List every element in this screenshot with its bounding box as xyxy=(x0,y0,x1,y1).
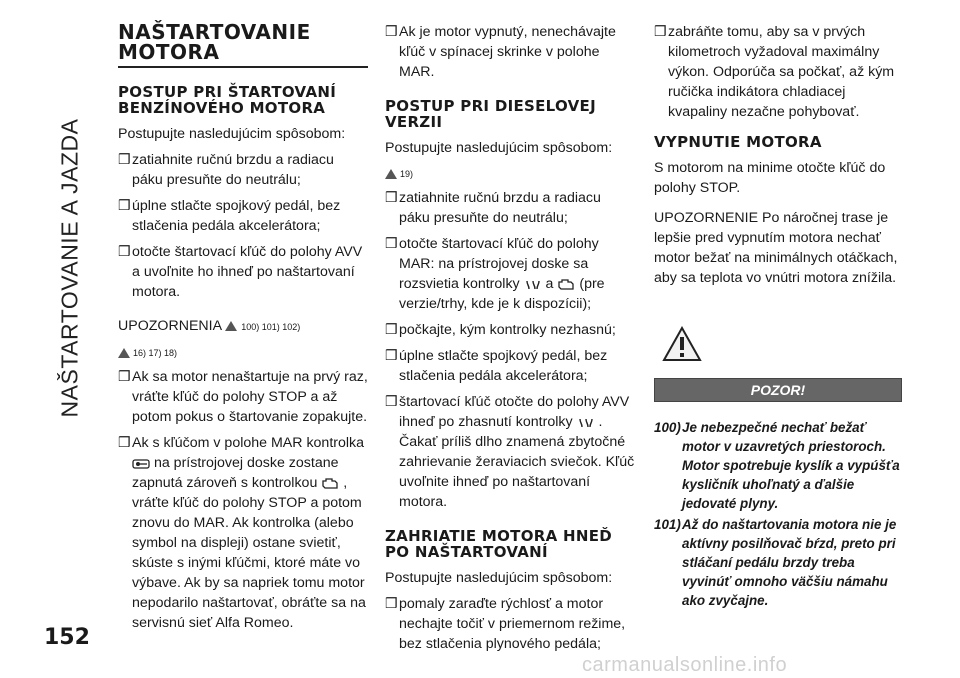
intro-text: Postupujte nasledujúcim spôsobom: xyxy=(385,570,613,586)
warning-triangle-icon xyxy=(225,321,237,331)
paragraph: S motorom na minime otočte kľúč do polohy STOP. xyxy=(654,160,886,196)
section-heading-petrol: POSTUP PRI ŠTARTOVANÍ BENZÍNOVÉHO MOTORA xyxy=(118,83,337,117)
checkbox-bullet-icon: ❒ xyxy=(385,348,398,364)
checkbox-bullet-icon: ❒ xyxy=(118,369,131,385)
list-item: ❒ zabráňte tomu, aby sa v prvých kilometroch vyžadoval maximálny výkon. Odporúča sa počkať, až kým ručička indikátora chladiacej kvapaliny nezačne pohybovať. xyxy=(654,24,895,120)
main-heading: NAŠTARTOVANIE MOTORA xyxy=(118,22,368,68)
list-item: ❒ zatiahnite ručnú brzdu a radiacu páku presuňte do neutrálu; xyxy=(385,190,601,226)
checkbox-bullet-icon: ❒ xyxy=(654,24,667,40)
list-item: ❒ otočte štartovací kľúč do polohy MAR: na prístrojovej doske sa rozsvietia kontrolky a (pre verzie/trhy, kde je k dispozícii); xyxy=(385,236,605,312)
danger-item: 101) Až do naštartovania motora nie je aktívny posilňovač bŕzd, preto pri stláčaní pedálu brzdy treba vyvinúť omnoho väčšiu námahu ako zvyčajne. xyxy=(654,517,897,608)
danger-item: 100) Je nebezpečné nechať bežať motor v uzavretých priestoroch. Motor spotrebuje kyslík a vypúšťa kysličník uhoľnatý a ďalšie jedovaté plyny. xyxy=(654,420,900,511)
immobilizer-warning-icon xyxy=(132,457,150,470)
list-item: ❒ pomaly zaraďte rýchlosť a motor nechajte točiť v priemernom režime, bez stlačenia plynového pedála; xyxy=(385,596,626,652)
page-number: 152 xyxy=(44,625,90,650)
checkbox-bullet-icon: ❒ xyxy=(385,322,398,338)
caution-reference: 16) 17) 18) xyxy=(118,343,368,363)
checkbox-bullet-icon: ❒ xyxy=(118,435,131,451)
danger-warning-icon xyxy=(662,326,702,362)
glow-plug-icon xyxy=(524,278,542,291)
intro-text: Postupujte nasledujúcim spôsobom: xyxy=(385,140,613,156)
engine-fault-icon xyxy=(321,477,339,490)
section-heading-engine-stop: VYPNUTIE MOTORA xyxy=(654,133,822,151)
column-1 xyxy=(118,22,368,639)
chapter-side-title: NAŠTARTOVANIE A JAZDA xyxy=(56,118,83,418)
danger-box xyxy=(654,326,904,610)
warning-reference: UPOZORNENIA 100) 101) 102) xyxy=(118,318,301,334)
column-3 xyxy=(654,22,904,612)
list-item: ❒ otočte štartovací kľúč do polohy AVV a uvoľnite ho ihneď po naštartovaní motora. xyxy=(118,244,363,300)
checkbox-bullet-icon: ❒ xyxy=(385,596,398,612)
paragraph: UPOZORNENIE Po náročnej trase je lepšie pred vypnutím motora nechať motor bežať na minimálnych otáčkach, aby sa teplota vo vnútri motora znížila. xyxy=(654,210,898,286)
engine-fault-icon xyxy=(557,278,575,291)
danger-box-header: POZOR! xyxy=(654,378,902,402)
checkbox-bullet-icon: ❒ xyxy=(118,198,131,214)
glow-plug-icon xyxy=(577,416,595,429)
checkbox-bullet-icon: ❒ xyxy=(385,190,398,206)
checkbox-bullet-icon: ❒ xyxy=(385,236,398,252)
danger-box-body xyxy=(654,418,904,610)
watermark: carmanualsonline.info xyxy=(582,654,788,676)
section-heading-diesel: POSTUP PRI DIESELOVEJ VERZII xyxy=(385,97,596,131)
column-2 xyxy=(385,22,635,660)
caution-triangle-icon xyxy=(118,348,130,358)
checkbox-bullet-icon: ❒ xyxy=(385,24,398,40)
list-item: ❒ Ak s kľúčom v polohe MAR kontrolka na prístrojovej doske zostane zapnutá zároveň s kontrolkou , vráťte kľúč do polohy STOP a potom znovu do MAR. Ak kontrolka (alebo symbol na displeji) ostane svietiť, skúste s inými kľúčmi, ktoré máte vo výbave. Ak by sa napriek tomu motor nepodarilo naštartovať, obráťte sa na servisnú sieť Alfa Romeo. xyxy=(118,435,366,631)
list-item: ❒ počkajte, kým kontrolky nezhasnú; xyxy=(385,322,616,338)
checkbox-bullet-icon: ❒ xyxy=(118,152,131,168)
list-item: ❒ Ak je motor vypnutý, nenechávajte kľúč v spínacej skrinke v polohe MAR. xyxy=(385,24,616,80)
list-item: ❒ úplne stlačte spojkový pedál, bez stlačenia pedála akcelerátora; xyxy=(385,348,608,384)
list-item: ❒ Ak sa motor nenaštartuje na prvý raz, vráťte kľúč do polohy STOP a až potom pokus o štartovanie zopakujte. xyxy=(118,369,368,425)
list-item: ❒ zatiahnite ručnú brzdu a radiacu páku presuňte do neutrálu; xyxy=(118,152,334,188)
section-heading-warmup: ZAHRIATIE MOTORA HNEĎ PO NAŠTARTOVANÍ xyxy=(385,527,613,561)
caution-reference: 19) xyxy=(385,164,635,184)
intro-text: Postupujte nasledujúcim spôsobom: xyxy=(118,126,346,142)
list-item: ❒ úplne stlačte spojkový pedál, bez stlačenia pedála akcelerátora; xyxy=(118,198,341,234)
checkbox-bullet-icon: ❒ xyxy=(118,244,131,260)
caution-triangle-icon xyxy=(385,169,397,179)
list-item: ❒ štartovací kľúč otočte do polohy AVV ihneď po zhasnutí kontrolky . Čakať príliš dlho znamená zbytočné zahrievanie žeraviacich sviečok. Kľúč uvoľnite ihneď po naštartovaní motora. xyxy=(385,394,635,510)
checkbox-bullet-icon: ❒ xyxy=(385,394,398,410)
